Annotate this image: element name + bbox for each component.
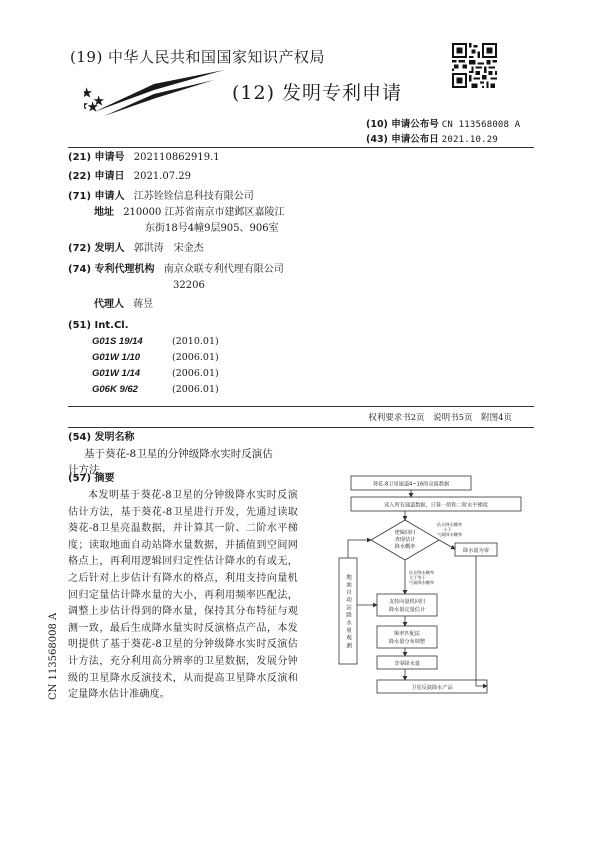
flow-text-freq-2: 降水量分布调整 <box>388 639 426 645</box>
flow-text-diamond-3: 降水概率 <box>394 544 416 550</box>
flow-text-svm-2: 降水量定量估计 <box>388 607 426 613</box>
flow-note2-a: 估计降水概率 <box>409 570 435 575</box>
agency-label: (74) 专利代理机构 <box>68 264 155 275</box>
publication-date-label: (43) 申请公布日 <box>366 134 439 145</box>
ipc-list <box>92 335 219 397</box>
flow-text-zero: 降水量为零 <box>463 548 489 554</box>
agency-row <box>68 262 284 278</box>
flow-text-diamond-2: 查现估计 <box>394 537 416 543</box>
fields-divider <box>68 406 534 407</box>
inventors-label: (72) 发明人 <box>68 243 125 254</box>
flow-text-ground-obs: 地面自动站降水量观测 <box>345 574 351 650</box>
flow-text-diamond-1: 逻辑回归 <box>394 530 416 536</box>
application-number: 202110862919.1 <box>133 152 220 163</box>
header-divider <box>68 147 534 148</box>
cnipa-logo <box>84 70 234 120</box>
int-cl-label: (51) Int.Cl. <box>68 320 129 331</box>
flow-note2-b: 大于等于 <box>409 575 426 580</box>
inventors: 郭洪涛 宋金杰 <box>133 243 204 254</box>
flow-note2-c: 气候降水概率 <box>409 580 435 585</box>
flow-note1-b: 小于 <box>443 527 452 532</box>
application-date-label: (22) 申请日 <box>68 171 125 182</box>
address-row <box>94 205 285 221</box>
flow-text-nonzero: 非零降水量 <box>394 661 420 667</box>
ipc-item: G01S 19/14 (2010.01) <box>92 336 219 347</box>
abstract-text: 本发明基于葵花-8卫星的分钟级降水实时反演估计方法，基于葵花-8卫星进行开发，先通过读取葵花-8卫星亮温数据，并计算其一阶、二阶水平梯度；读取地面自动站降水量数据，并插值到空间网格点上，再利用逻辑回归定性估计降水的有或无，之后针对上步估计有降水的格点，利用支持向量机回归定量估计降水量的大小，再利用频率匹配法，调整上步估计得到的降水量，保持其分布特征与观测一致，最后生成降水量实时反演格点产品，本发明提供了基于葵花-8卫星的分钟级降水实时反演估计方法，充分利用高分辨率的卫星数据，发展分钟级的卫星降水反演技术，从而提高卫星降水反演和定量降水估计准确度。 <box>68 490 298 701</box>
flow-text-svm-1: 支持向量机回归 <box>388 599 426 605</box>
publication-date-row <box>366 131 498 145</box>
applicant-label: (71) 申请人 <box>68 191 125 202</box>
flow-note1-c: 气候降水概率 <box>437 532 463 537</box>
ipc-item: G01W 1/14 (2006.01) <box>92 368 219 379</box>
flow-note1-a: 估计降水概率 <box>437 522 463 527</box>
abstract-flowchart <box>325 470 540 695</box>
agency-code: 32206 <box>173 280 205 291</box>
publication-number-row <box>366 116 520 130</box>
application-number-row <box>68 150 220 166</box>
qr-code-icon <box>452 43 497 88</box>
ipc-item: G06K 9/62 (2006.01) <box>92 384 219 395</box>
title-label: (54) 发明名称 <box>68 432 135 443</box>
address-line-2: 东街18号4幢9层905、906室 <box>145 223 279 234</box>
agency: 南京众联专利代理有限公司 <box>163 264 284 275</box>
ipc-item: G01W 1/10 (2006.01) <box>92 352 219 363</box>
flow-text-freq-1: 频率匹配法 <box>394 631 420 637</box>
inventors-row <box>68 241 204 257</box>
publication-number: CN 113568008 A <box>441 120 521 130</box>
publication-date: 2021.10.29 <box>441 135 498 145</box>
pages-divider <box>68 427 534 428</box>
page-counts: 权利要求书2页 说明书5页 附图4页 <box>368 413 512 423</box>
application-date-row <box>68 169 191 185</box>
document-type: (12) 发明专利申请 <box>232 82 403 104</box>
applicant-row <box>68 189 254 205</box>
agent-label: 代理人 <box>94 299 124 310</box>
address-label: 地址 <box>94 207 114 218</box>
application-date: 2021.07.29 <box>133 171 191 182</box>
side-publication-code: CN 113568008 A <box>48 612 59 700</box>
agent-row <box>94 297 153 313</box>
publication-number-label: (10) 申请公布号 <box>366 119 439 130</box>
abstract-label: (57) 摘要 <box>68 473 115 484</box>
invention-title-line-2: 计方法 <box>68 464 100 476</box>
agent: 蒋昱 <box>133 299 154 310</box>
flow-text-final: 卫星反演降水产品 <box>411 685 453 691</box>
issuing-authority: (19) 中华人民共和国国家知识产权局 <box>70 48 326 66</box>
invention-title-line-1: 基于葵花-8卫星的分钟级降水实时反演估 <box>84 448 273 460</box>
flow-text-gradient: 读入所有通道数据，计算一阶和二阶水平梯度 <box>384 502 488 509</box>
flow-text-brightness: 葵花-8卫星通道4~16的亮温数据 <box>372 481 450 488</box>
application-number-label: (21) 申请号 <box>68 152 125 163</box>
applicant: 江苏铨铨信息科技有限公司 <box>133 191 254 202</box>
address-line-1: 210000 江苏省南京市建邺区嘉陵江 <box>123 207 285 218</box>
